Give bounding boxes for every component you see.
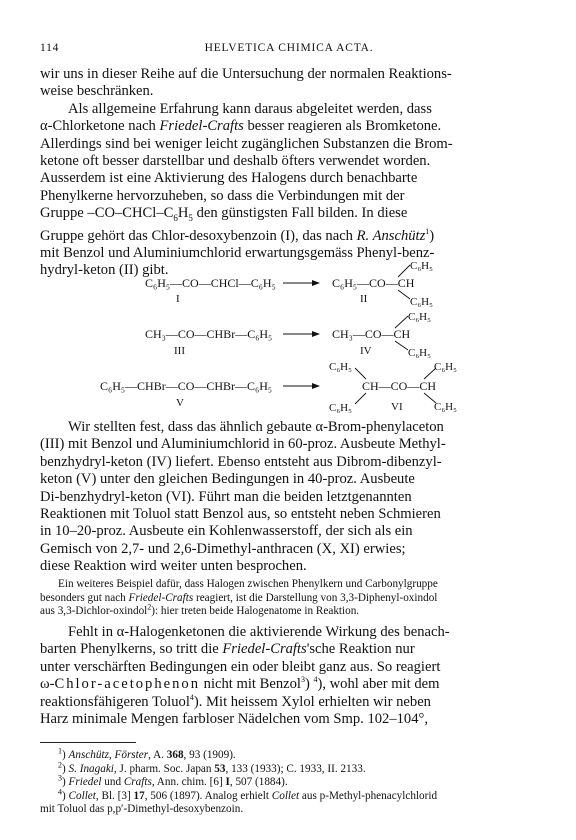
footnotes — [40, 746, 538, 817]
compound-II-substituent: C₆H₅ — [410, 260, 433, 272]
reaction-scheme-svg — [0, 258, 576, 416]
text-line: benzhydryl-keton (IV) liefert. Ebenso entsteht aus Dibrom-dibenzyl- — [40, 453, 442, 470]
footnote-4-continuation: mit Toluol das p,p′-Dimethyl-desoxybenzoin. — [40, 803, 244, 816]
text-line: α-Chlorketone nach Friedel-Crafts besser reagieren als Bromketone. — [40, 118, 442, 135]
journal-title: HELVETICA CHIMICA ACTA. — [204, 42, 374, 54]
footnote-2: $^2$) S. Inagaki, J. pharm. Soc. Japan 53, 133 (1933); C. 1933, II. 2133. — [58, 759, 366, 775]
note-line: aus 3,3-Dichlor-oxindol$^2$): hier treten beide Halogenatome in Reaktion. — [40, 602, 360, 617]
text-line: ω-Chlor-acetophenon nicht mit Benzol$^3$) $^4$), wohl aber mit dem — [40, 675, 440, 693]
compound-VI-formula: CH—CO—CH — [362, 379, 437, 393]
compound-V-formula: C₆H₅—CHBr—CO—CHBr—C₆H₅ — [100, 379, 273, 393]
text-line: Di-benzhydryl-keton (VI). Führt man die beiden letztgenannten — [40, 488, 412, 505]
text-line: Wir stellten fest, dass das ähnlich gebaute α-Brom-phenylaceton — [68, 419, 444, 435]
compound-I-label: I — [176, 293, 180, 305]
halogenketone-paragraph — [40, 624, 538, 728]
page-number: 114 — [40, 42, 60, 54]
footnote-4: $^4$) Collet, Bl. [3] 17, 506 (1897). Analog erhielt Collet aus p-Methyl-phenacylchlorid — [58, 787, 438, 802]
compound-VI-label: VI — [391, 401, 403, 413]
text-line: Ausserdem ist eine Aktivierung des Halogens durch benachbarte — [40, 170, 418, 187]
compound-I-formula: C₆H₅—CO—CHCl—C₆H₅ — [145, 276, 276, 290]
compound-VI-substituent: C₆H₅ — [434, 401, 457, 413]
text-line: in 10–20-proz. Ausbeute ein Kohlenwasserstoff, der sich als ein — [40, 523, 413, 540]
text-line: (III) mit Benzol und Aluminiumchlorid in 60-proz. Ausbeute Methyl- — [40, 436, 446, 453]
compound-II-substituent: C₆H₅ — [410, 296, 433, 308]
text-line: Phenylkerne hervorzuheben, so dass die Verbindungen mit der — [40, 187, 405, 204]
footnote-3: $^3$) Friedel und Crafts, Ann. chim. [6] I, 507 (1884). — [58, 773, 288, 789]
intro-paragraphs — [40, 66, 538, 280]
reaction-scheme — [0, 258, 576, 416]
text-line: reaktionsfähigeren Toluol$^4$). Mit heissem Xylol erhielten wir neben — [40, 692, 431, 710]
bond-line — [355, 393, 366, 404]
footnote-1: $^1$) Anschütz, Förster, A. 368, 93 (1909). — [58, 746, 236, 761]
text-line: Harz minimale Mengen farbloser Nädelchen vom Smp. 102–104°, — [40, 711, 429, 728]
text-line: keton (V) unter den gleichen Bedingungen in 40-proz. Ausbeute — [40, 471, 415, 488]
text-line: unter verschärften Bedingungen ein oder bleibt ganz aus. So reagiert — [40, 658, 441, 675]
text-line: wir uns in dieser Reihe auf die Untersuchung der normalen Reaktions- — [40, 66, 452, 82]
text-line: Gruppe gehört das Chlor-desoxybenzoin (I), das nach R. Anschütz$^1$) — [40, 226, 435, 244]
results-paragraph — [40, 419, 538, 576]
text-line: Reaktionen mit Toluol statt Benzol aus, so entsteht neben Schmieren — [40, 506, 441, 523]
reaction-arrow-head — [312, 331, 320, 337]
text-line: hydryl-keton (II) gibt. — [40, 262, 169, 279]
compound-VI-substituent: C₆H₅ — [329, 361, 352, 373]
compound-V-label: V — [176, 397, 184, 409]
compound-VI-substituent: C₆H₅ — [434, 361, 457, 373]
text-line: Fehlt in α-Halogenketonen die aktivierende Wirkung des benach- — [68, 624, 450, 640]
text-line: Allerdings sind bei weniger leicht zugänglichen Substanzen die Brom- — [40, 135, 453, 152]
bond-line — [395, 341, 408, 350]
text-line: ketone oft besser darstellbar und deshalb öfters verwendet worden. — [40, 153, 431, 170]
compound-III-label: III — [174, 345, 185, 357]
text-line: barten Phenylkerns, so tritt die Friedel-Crafts'sche Reaktion nur — [40, 641, 415, 658]
compound-IV-substituent: C₆H₅ — [408, 347, 431, 359]
compound-IV-formula: CH₃—CO—CH — [332, 327, 411, 341]
compound-III-formula: CH₃—CO—CHBr—C₆H₅ — [145, 327, 273, 341]
footnote-rule — [40, 742, 136, 743]
compound-II-formula: C₆H₅—CO—CH — [332, 276, 415, 290]
reaction-arrow-head — [312, 383, 320, 389]
compound-IV-label: IV — [360, 345, 372, 357]
text-line: Gemisch von 2,7- und 2,6-Dimethyl-anthracen (X, XI) erwies; — [40, 540, 406, 557]
text-line: mit Benzol und Aluminiumchlorid erwartungsgemäss Phenyl-benz- — [40, 244, 435, 261]
note-line: Ein weiteres Beispiel dafür, dass Halogen zwischen Phenylkern und Carbonylgruppe — [58, 578, 438, 590]
compound-VI-substituent: C₆H₅ — [329, 402, 352, 414]
compound-IV-substituent: C₆H₅ — [408, 311, 431, 323]
text-line: diese Reaktion wird weiter unten besprochen. — [40, 558, 307, 575]
note-line: besonders gut nach Friedel-Crafts reagiert, ist die Darstellung von 3,3-Diphenyl-oxindol — [40, 591, 438, 604]
text-line: weise beschränken. — [40, 83, 154, 100]
text-line: Gruppe $-CO-CHCl-C_6H_5$ den günstigsten Fall bilden. In diese — [40, 205, 408, 224]
bond-line — [355, 368, 366, 379]
text-line: Als allgemeine Erfahrung kann daraus abgeleitet werden, dass — [68, 100, 432, 117]
bond-line — [398, 290, 410, 299]
small-print-note — [40, 578, 538, 619]
compound-II-label: II — [360, 293, 368, 305]
running-header — [40, 42, 538, 58]
reaction-arrow-head — [312, 280, 320, 286]
